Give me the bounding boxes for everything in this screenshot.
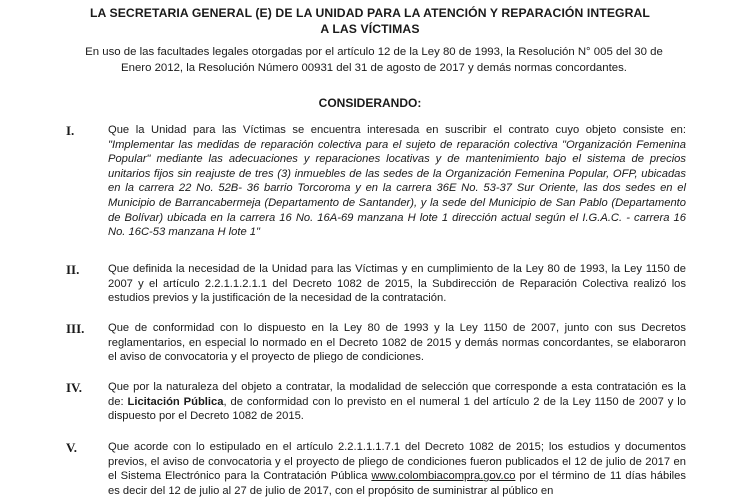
item-text-before: Que por la naturaleza del objeto a contratar, la modalidad de selección que corresponde a esta contratación es la de: bbox=[108, 381, 686, 408]
item-body bbox=[108, 123, 686, 240]
item-body bbox=[108, 380, 686, 424]
item-bold-text: Licitación Pública bbox=[127, 395, 224, 408]
item-text: Que la Unidad para las Víctimas se encuentra interesada en suscribir el contrato cuyo objeto consiste en: bbox=[108, 124, 686, 136]
document-header-line-2: A LAS VÍCTIMAS bbox=[320, 22, 420, 36]
considerando-heading: CONSIDERANDO: bbox=[318, 96, 422, 110]
item-numeral: V. bbox=[66, 440, 77, 455]
item-text-before: Que acorde con lo estipulado en el artículo 2.2.1.1.1.7.1 del Decreto 1082 de 2015; los estudios y documentos previos, el aviso de convocatoria y el proyecto de pliego de condiciones fueron publicados el 12 de julio de 2017 en el Sistema Electrónico para la Contratación Pública bbox=[108, 441, 686, 483]
item-numeral: I. bbox=[66, 123, 75, 138]
item-text-after: por el término de 11 días hábiles es decir del 12 de julio al 27 de julio de 2017, con el propósito de suministrar al público en bbox=[108, 470, 686, 497]
item-italic-text: "Implementar las medidas de reparación colectiva para el sujeto de reparación colectiva "Organización Femenina Popular" mediante las adecuaciones y reparaciones locativas y de mantenimiento bajo el sistema de precios unitarios fijos sin reajuste de tres (3) inmuebles de las sedes de la Organización Femenina Popular, OFP, ubicadas en la carrera 22 No. 52B- 36 barrio Torcoroma y en la carrera 36E No. 53-37 Sur Oriente, las dos sedes en el Municipio de Barrancabermeja (Departamento de Santander), y la sede del Municipio de San Pablo (Departamento de Bolívar) ubicada en la carrera 16 No. 16A-69 manzana H lote 1 dirección actual según el I.G.A.C. - carrera 16 No. 16C-53 manzana H lote 1" bbox=[108, 138, 686, 239]
item-numeral: III. bbox=[66, 321, 85, 336]
intro-line-2: Enero 2012, la Resolución Número 00931 del 31 de agosto de 2017 y demás normas concordantes. bbox=[121, 62, 627, 74]
item-body: Que de conformidad con lo dispuesto en la Ley 80 de 1993 y la Ley 1150 de 2007, junto con sus Decretos reglamentarios, en especial lo normado en el Decreto 1082 de 2015 y demás normas concordantes, se elaboraron el aviso de convocatoria y el proyecto de pliego de condiciones. bbox=[108, 322, 686, 364]
item-text-after: , de conformidad con lo previsto en el numeral 1 del artículo 2 de la Ley 1150 de 2007 y lo dispuesto por el Decreto 1082 de 2015. bbox=[108, 395, 686, 423]
document-header-line-1: LA SECRETARIA GENERAL (E) DE LA UNIDAD PARA LA ATENCIÓN Y REPARACIÓN INTEGRAL bbox=[90, 6, 650, 20]
colombiacompra-link[interactable]: www.colombiacompra.gov.co bbox=[371, 470, 516, 483]
item-body: Que definida la necesidad de la Unidad para las Víctimas y en cumplimiento de la Ley 80 de 1993, la Ley 1150 de 2007 y el artículo 2.2.1.1.2.1.1 del Decreto 1082 de 2015, la Subdirección de Reparación Colectiva realizó los estudios previos y la justificación de la necesidad de la contratación. bbox=[108, 263, 686, 305]
item-numeral: II. bbox=[66, 262, 80, 277]
item-body bbox=[108, 440, 686, 498]
intro-line-1: En uso de las facultades legales otorgadas por el artículo 12 de la Ley 80 de 1993, la Resolución N° 005 del 30 de bbox=[85, 46, 663, 58]
item-numeral: IV. bbox=[66, 380, 83, 395]
